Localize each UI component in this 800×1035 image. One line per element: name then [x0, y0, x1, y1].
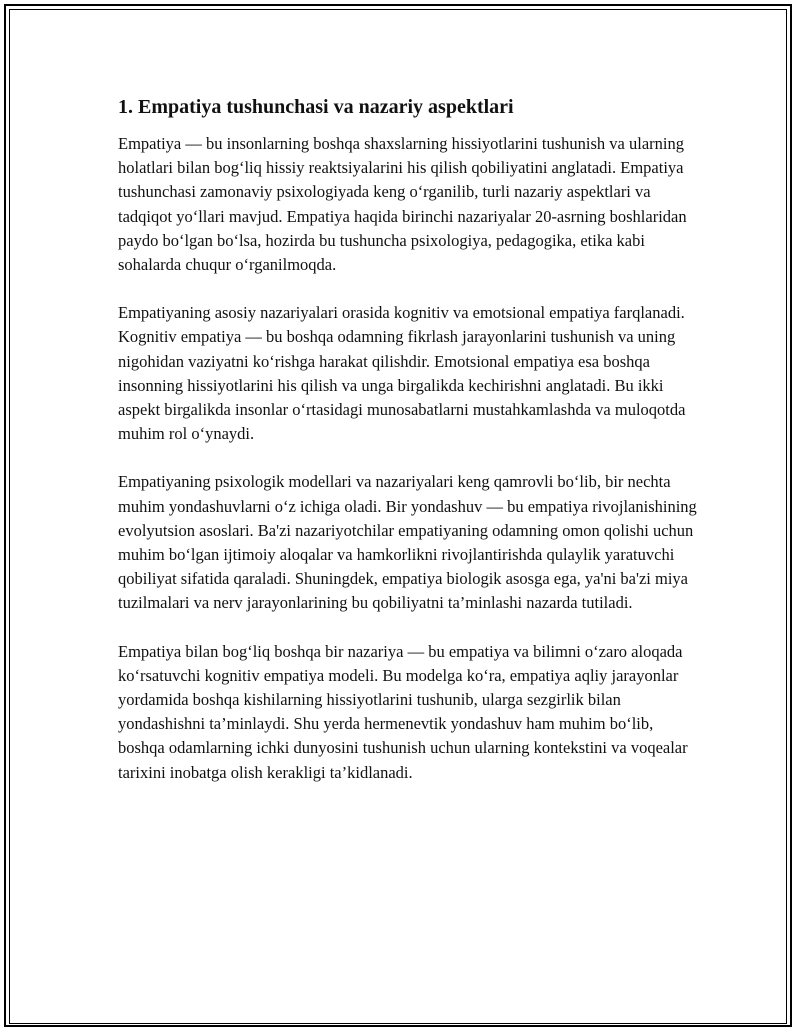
paragraph-2: Empatiyaning asosiy nazariyalari orasida kognitiv va emotsional empatiya farqlanadi. Kognitiv empatiya — bu boshqa odamning fikrlash jarayonlarini tushunish va uning nigohidan vaziyatni ko‘rishga harakat qilishdir. Emotsional empatiya esa boshqa insonning hissiyotlarini his qilish va unga birgalikda kechirishni anglatadi. Bu ikki aspekt birgalikda insonlar o‘rtasidagi munosabatlarni mustahkamlashda va muloqotda muhim rol o‘ynaydi.	[118, 303, 686, 444]
paragraph-3: Empatiyaning psixologik modellari va nazariyalari keng qamrovli bo‘lib, bir nechta muhim yondashuvlarni o‘z ichiga oladi. Bir yondashuv — bu empatiya rivojlanishining evolyutsion asoslari. Ba'zi nazariyotchilar empatiyaning odamning omon qolishi uchun muhim bo‘lgan ijtimoiy aloqalar va hamkorlikni rivojlantirishda qulaylik yaratuvchi qobiliyat sifatida qaraladi. Shuningdek, empatiya biologik asosga ega, ya'ni ba'zi miya tuzilmalari va nerv jarayonlarining bu qobiliyatni ta’minlashi nazarda tutiladi.	[118, 472, 697, 613]
paragraph-1: Empatiya — bu insonlarning boshqa shaxslarning hissiyotlarini tushunish va ularning holatlari bilan bog‘liq hissiy reaktsiyalarini his qilish qobiliyatini anglatadi. Empatiya tushunchasi zamonaviy psixologiyada keng o‘rganilib, turli nazariy aspektlari va tadqiqot yo‘llari mavjud. Empatiya haqida birinchi nazariyalar 20-asrning boshlaridan paydo bo‘lgan bo‘lsa, hozirda bu tushuncha psixologiya, pedagogika, etika kabi sohalarda chuqur o‘rganilmoqda.	[118, 134, 687, 275]
section-heading: 1. Empatiya tushunchasi va nazariy aspektlari	[118, 96, 514, 118]
document-body	[118, 94, 698, 809]
paragraph-4: Empatiya bilan bog‘liq boshqa bir nazariya — bu empatiya va bilimni o‘zaro aloqada ko‘rsatuvchi kognitiv empatiya modeli. Bu modelga ko‘ra, empatiya aqliy jarayonlar yordamida boshqa kishilarning hissiyotlarini tushunib, ularga sezgirlik bilan yondashishni ta’minlaydi. Shu yerda hermenevtik yondashuv ham muhim bo‘lib, boshqa odamlarning ichki dunyosini tushunish uchun ularning kontekstini va voqealar tarixini inobatga olish kerakligi ta’kidlanadi.	[118, 641, 688, 782]
